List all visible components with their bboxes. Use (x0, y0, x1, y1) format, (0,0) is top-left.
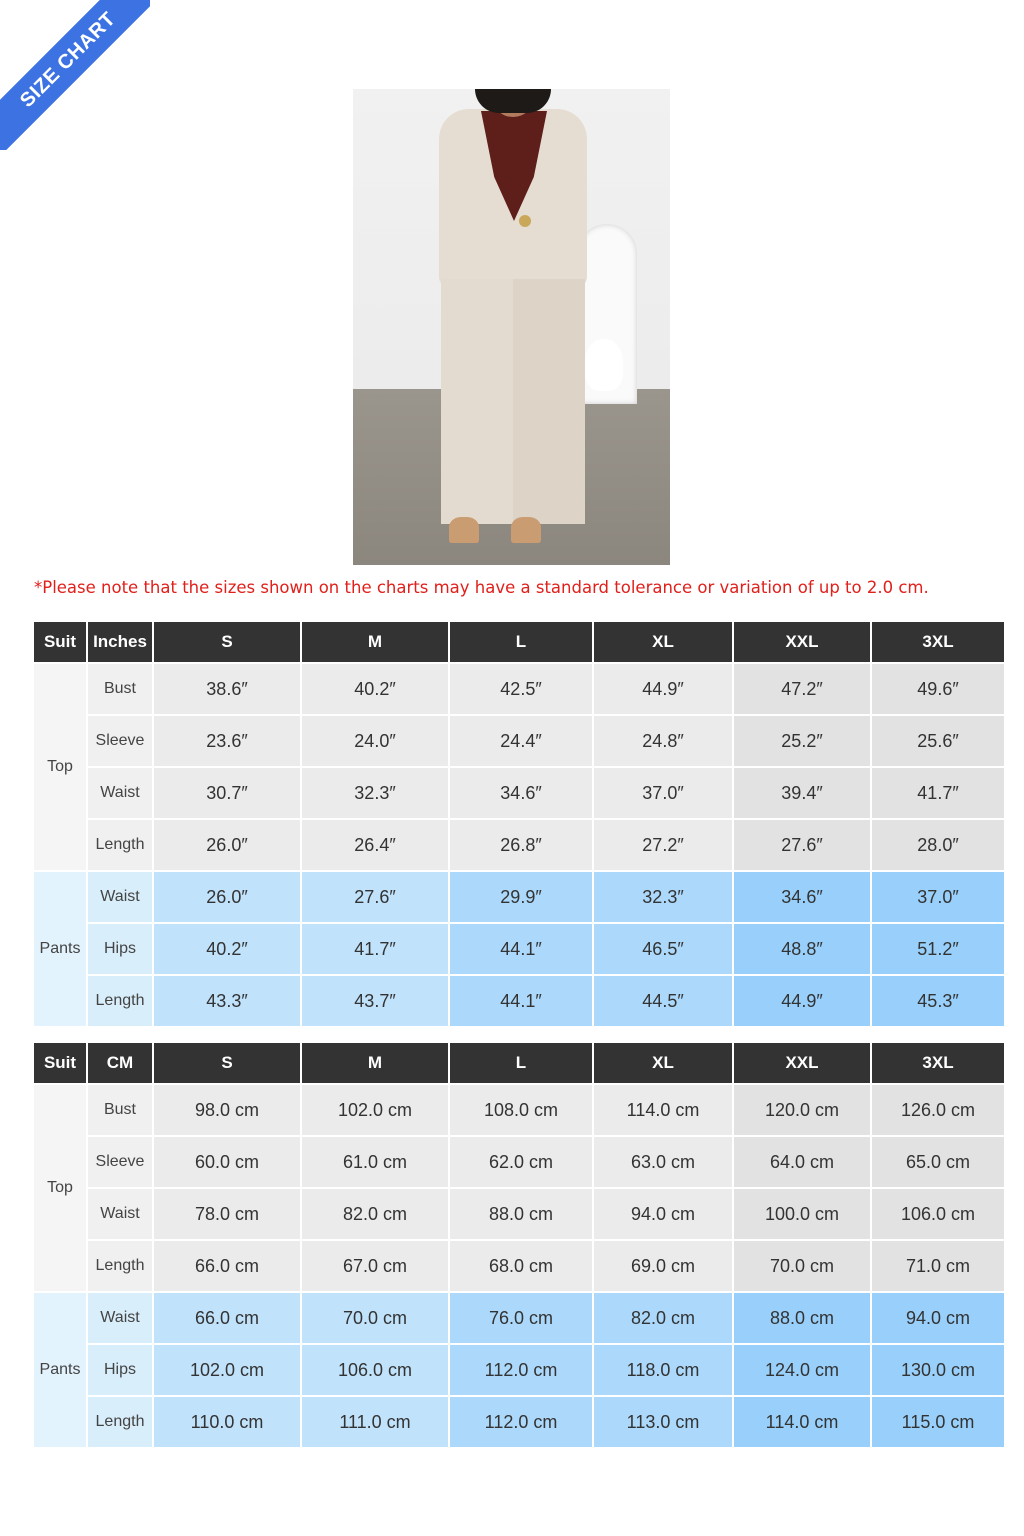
table-row (34, 976, 1004, 1026)
measurement-label: Waist (88, 872, 152, 922)
size-value-cell: 26.8″ (450, 820, 592, 870)
size-value-cell: 82.0 cm (302, 1189, 448, 1239)
table-header-row (34, 622, 1004, 662)
table-row (34, 716, 1004, 766)
size-value-cell: 34.6″ (734, 872, 870, 922)
table-row (34, 1241, 1004, 1291)
size-value-cell: 24.8″ (594, 716, 732, 766)
header-size: M (302, 1043, 448, 1083)
size-value-cell: 66.0 cm (154, 1241, 300, 1291)
group-label: Top (34, 1085, 86, 1291)
tolerance-note: *Please note that the sizes shown on the charts may have a standard tolerance or variation of up to 2.0 cm. (34, 578, 929, 597)
size-value-cell: 24.4″ (450, 716, 592, 766)
size-value-cell: 110.0 cm (154, 1397, 300, 1447)
table-row (34, 1189, 1004, 1239)
measurement-label: Sleeve (88, 716, 152, 766)
product-photo (353, 89, 670, 565)
size-value-cell: 70.0 cm (734, 1241, 870, 1291)
measurement-label: Length (88, 820, 152, 870)
size-value-cell: 126.0 cm (872, 1085, 1004, 1135)
size-value-cell: 63.0 cm (594, 1137, 732, 1187)
measurement-label: Waist (88, 768, 152, 818)
table-row (34, 1085, 1004, 1135)
size-value-cell: 112.0 cm (450, 1345, 592, 1395)
size-value-cell: 25.6″ (872, 716, 1004, 766)
size-value-cell: 70.0 cm (302, 1293, 448, 1343)
size-value-cell: 42.5″ (450, 664, 592, 714)
size-value-cell: 44.5″ (594, 976, 732, 1026)
size-value-cell: 51.2″ (872, 924, 1004, 974)
size-value-cell: 26.0″ (154, 820, 300, 870)
size-value-cell: 71.0 cm (872, 1241, 1004, 1291)
size-value-cell: 114.0 cm (594, 1085, 732, 1135)
table-row (34, 924, 1004, 974)
size-value-cell: 27.6″ (302, 872, 448, 922)
blazer-button (519, 215, 531, 227)
size-value-cell: 115.0 cm (872, 1397, 1004, 1447)
size-value-cell: 94.0 cm (872, 1293, 1004, 1343)
size-value-cell: 40.2″ (302, 664, 448, 714)
group-label: Pants (34, 872, 86, 1026)
measurement-label: Length (88, 1241, 152, 1291)
size-value-cell: 37.0″ (594, 768, 732, 818)
size-chart-badge-label: SIZE CHART (0, 0, 150, 150)
size-value-cell: 44.9″ (594, 664, 732, 714)
size-value-cell: 61.0 cm (302, 1137, 448, 1187)
size-value-cell: 82.0 cm (594, 1293, 732, 1343)
size-value-cell: 108.0 cm (450, 1085, 592, 1135)
size-value-cell: 100.0 cm (734, 1189, 870, 1239)
size-value-cell: 32.3″ (594, 872, 732, 922)
table-row (34, 1293, 1004, 1343)
size-value-cell: 64.0 cm (734, 1137, 870, 1187)
table-row (34, 872, 1004, 922)
header-size: L (450, 622, 592, 662)
size-value-cell: 88.0 cm (450, 1189, 592, 1239)
size-value-cell: 38.6″ (154, 664, 300, 714)
size-value-cell: 49.6″ (872, 664, 1004, 714)
size-value-cell: 27.2″ (594, 820, 732, 870)
header-size: XL (594, 622, 732, 662)
size-value-cell: 66.0 cm (154, 1293, 300, 1343)
size-value-cell: 47.2″ (734, 664, 870, 714)
size-value-cell: 26.4″ (302, 820, 448, 870)
table-header-row (34, 1043, 1004, 1083)
size-value-cell: 45.3″ (872, 976, 1004, 1026)
measurement-label: Hips (88, 924, 152, 974)
size-value-cell: 78.0 cm (154, 1189, 300, 1239)
size-value-cell: 23.6″ (154, 716, 300, 766)
size-value-cell: 26.0″ (154, 872, 300, 922)
table-row (34, 664, 1004, 714)
size-value-cell: 43.7″ (302, 976, 448, 1026)
size-value-cell: 40.2″ (154, 924, 300, 974)
size-value-cell: 34.6″ (450, 768, 592, 818)
size-value-cell: 88.0 cm (734, 1293, 870, 1343)
table-row (34, 820, 1004, 870)
table-row (34, 1345, 1004, 1395)
group-label: Pants (34, 1293, 86, 1447)
size-value-cell: 30.7″ (154, 768, 300, 818)
size-value-cell: 27.6″ (734, 820, 870, 870)
size-value-cell: 106.0 cm (302, 1345, 448, 1395)
group-label: Top (34, 664, 86, 870)
trouser-left-leg (441, 279, 513, 524)
size-value-cell: 67.0 cm (302, 1241, 448, 1291)
header-size: 3XL (872, 622, 1004, 662)
size-value-cell: 37.0″ (872, 872, 1004, 922)
size-value-cell: 39.4″ (734, 768, 870, 818)
vase (585, 339, 623, 391)
size-value-cell: 69.0 cm (594, 1241, 732, 1291)
measurement-label: Waist (88, 1293, 152, 1343)
size-value-cell: 120.0 cm (734, 1085, 870, 1135)
header-unit: Inches (88, 622, 152, 662)
size-value-cell: 111.0 cm (302, 1397, 448, 1447)
size-value-cell: 44.1″ (450, 924, 592, 974)
size-value-cell: 68.0 cm (450, 1241, 592, 1291)
size-value-cell: 62.0 cm (450, 1137, 592, 1187)
header-size: XXL (734, 622, 870, 662)
size-value-cell: 94.0 cm (594, 1189, 732, 1239)
header-size: M (302, 622, 448, 662)
header-unit: CM (88, 1043, 152, 1083)
size-value-cell: 41.7″ (302, 924, 448, 974)
size-value-cell: 98.0 cm (154, 1085, 300, 1135)
size-value-cell: 124.0 cm (734, 1345, 870, 1395)
header-size: S (154, 622, 300, 662)
header-suit: Suit (34, 1043, 86, 1083)
header-suit: Suit (34, 622, 86, 662)
measurement-label: Waist (88, 1189, 152, 1239)
model-hair (475, 89, 551, 113)
shoe-left (449, 517, 479, 543)
size-value-cell: 114.0 cm (734, 1397, 870, 1447)
header-size: 3XL (872, 1043, 1004, 1083)
size-value-cell: 118.0 cm (594, 1345, 732, 1395)
size-value-cell: 130.0 cm (872, 1345, 1004, 1395)
header-size: XL (594, 1043, 732, 1083)
size-chart-badge (0, 0, 150, 150)
header-size: XXL (734, 1043, 870, 1083)
size-value-cell: 25.2″ (734, 716, 870, 766)
size-value-cell: 28.0″ (872, 820, 1004, 870)
table-row (34, 1137, 1004, 1187)
inches-size-table (32, 620, 1006, 1028)
table-row (34, 768, 1004, 818)
measurement-label: Bust (88, 664, 152, 714)
size-value-cell: 113.0 cm (594, 1397, 732, 1447)
shoe-right (511, 517, 541, 543)
trouser-right-leg (513, 279, 585, 524)
size-value-cell: 41.7″ (872, 768, 1004, 818)
header-size: S (154, 1043, 300, 1083)
size-value-cell: 43.3″ (154, 976, 300, 1026)
size-value-cell: 44.9″ (734, 976, 870, 1026)
measurement-label: Length (88, 976, 152, 1026)
size-value-cell: 24.0″ (302, 716, 448, 766)
size-value-cell: 112.0 cm (450, 1397, 592, 1447)
size-value-cell: 48.8″ (734, 924, 870, 974)
size-value-cell: 102.0 cm (302, 1085, 448, 1135)
measurement-label: Length (88, 1397, 152, 1447)
size-value-cell: 32.3″ (302, 768, 448, 818)
size-value-cell: 44.1″ (450, 976, 592, 1026)
size-value-cell: 76.0 cm (450, 1293, 592, 1343)
header-size: L (450, 1043, 592, 1083)
measurement-label: Hips (88, 1345, 152, 1395)
size-value-cell: 102.0 cm (154, 1345, 300, 1395)
size-value-cell: 65.0 cm (872, 1137, 1004, 1187)
table-row (34, 1397, 1004, 1447)
size-value-cell: 46.5″ (594, 924, 732, 974)
measurement-label: Sleeve (88, 1137, 152, 1187)
cm-size-table (32, 1041, 1006, 1449)
measurement-label: Bust (88, 1085, 152, 1135)
size-value-cell: 29.9″ (450, 872, 592, 922)
size-value-cell: 106.0 cm (872, 1189, 1004, 1239)
size-value-cell: 60.0 cm (154, 1137, 300, 1187)
